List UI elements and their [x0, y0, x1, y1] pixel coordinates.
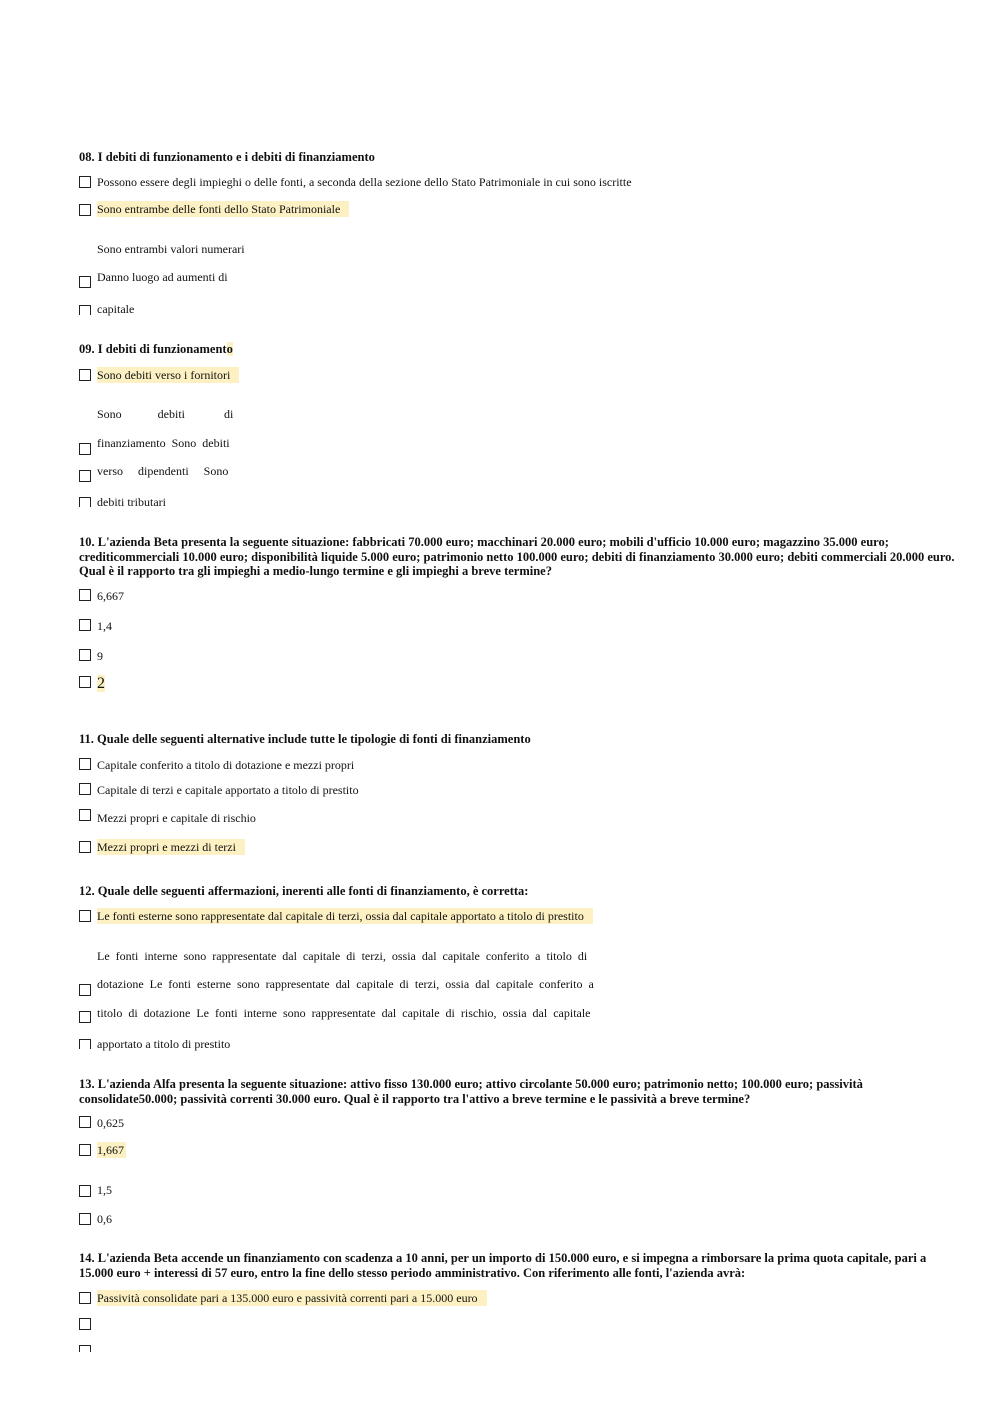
question-09-tail: o — [226, 342, 233, 356]
question-14: 14. L'azienda Beta accende un finanziamento con scadenza a 10 anni, per un importo di 150.000 euro, e si impegna a rimborsare la prima quota capitale, pari a 15.000 euro + interessi di 57 euro, entro la fine dello stesso periodo amministrativo. Con riferimento alle fonti, l'azienda avrà: — [79, 1251, 927, 1280]
option-10-1: 6,667 — [97, 589, 124, 603]
checkbox-10-2[interactable] — [79, 619, 91, 631]
checkbox-12-2[interactable] — [79, 984, 91, 996]
option-12-1 — [97, 909, 593, 924]
checkbox-08-1[interactable] — [79, 176, 91, 188]
option-08-line-2: Danno luogo ad aumenti di — [97, 270, 228, 284]
option-14-1-text: Passività consolidate pari a 135.000 euro e passività correnti pari a 15.000 euro — [97, 1290, 487, 1306]
option-08-1: Possono essere degli impieghi o delle fonti, a seconda della sezione dello Stato Patrimoniale in cui sono iscritte — [97, 175, 632, 189]
option-12-line-2: dotazione Le fonti esterne sono rappresentate dal capitale di terzi, ossia dal capitale conferito a — [97, 977, 594, 991]
option-09-1 — [97, 368, 239, 383]
checkbox-09-2[interactable] — [79, 443, 91, 455]
question-10: 10. L'azienda Beta presenta la seguente situazione: fabbricati 70.000 euro; macchinari 20.000 euro; mobili d'ufficio 10.000 euro; magazzino 35.000 euro; crediticommerciali 10.000 euro; disponibilità liquide 5.000 euro; patrimonio netto 100.000 euro; debiti di finanziamento 30.000 euro; debiti commerciali 20.000 euro. Qual è il rapporto tra gli impieghi a medio-lungo termine e gli impieghi a breve termine? — [79, 535, 955, 578]
checkbox-08-4[interactable] — [79, 305, 91, 315]
question-09-text: 09. I debiti di funzionament — [79, 342, 227, 356]
option-08-line-3: capitale — [97, 302, 135, 316]
option-10-2: 1,4 — [97, 619, 112, 633]
option-09-line-4: debiti tributari — [97, 495, 166, 509]
checkbox-12-3[interactable] — [79, 1011, 91, 1023]
option-13-3: 1,5 — [97, 1183, 112, 1197]
question-08: 08. I debiti di funzionamento e i debiti di finanziamento — [79, 150, 375, 164]
checkbox-13-3[interactable] — [79, 1185, 91, 1197]
checkbox-13-4[interactable] — [79, 1213, 91, 1225]
option-08-2 — [97, 202, 349, 217]
option-13-1: 0,625 — [97, 1116, 124, 1130]
option-10-4-text: 2 — [97, 675, 105, 692]
checkbox-11-4[interactable] — [79, 841, 91, 853]
checkbox-08-2[interactable] — [79, 204, 91, 216]
option-13-2-text: 1,667 — [97, 1143, 124, 1157]
question-12: 12. Quale delle seguenti affermazioni, inerenti alle fonti di finanziamento, è corretta: — [79, 884, 529, 898]
option-10-4 — [97, 676, 105, 691]
checkbox-09-4[interactable] — [79, 497, 91, 507]
option-09-1-text: Sono debiti verso i fornitori — [97, 367, 239, 383]
checkbox-12-1[interactable] — [79, 910, 91, 922]
checkbox-09-1[interactable] — [79, 369, 91, 381]
checkbox-11-2[interactable] — [79, 783, 91, 795]
checkbox-11-3[interactable] — [79, 809, 91, 821]
option-12-line-3: titolo di dotazione Le fonti interne sono rappresentate dal capitale di rischio, ossia dal capitale — [97, 1006, 591, 1020]
checkbox-08-3[interactable] — [79, 276, 91, 288]
checkbox-12-4[interactable] — [79, 1039, 91, 1049]
option-12-line-4: apportato a titolo di prestito — [97, 1037, 231, 1051]
option-09-line-3: verso dipendenti Sono — [97, 464, 229, 478]
checkbox-13-2[interactable] — [79, 1144, 91, 1156]
option-12-1-text: Le fonti esterne sono rappresentate dal capitale di terzi, ossia dal capitale apportato a titolo di prestito — [97, 908, 593, 924]
question-13: 13. L'azienda Alfa presenta la seguente situazione: attivo fisso 130.000 euro; attivo circolante 50.000 euro; patrimonio netto; 100.000 euro; passività consolidate50.000; passività correnti 30.000 euro. Qual è il rapporto tra l'attivo a breve termine e le passività a breve termine? — [79, 1077, 863, 1106]
checkbox-09-3[interactable] — [79, 470, 91, 482]
checkbox-13-1[interactable] — [79, 1116, 91, 1128]
checkbox-14-3[interactable] — [79, 1345, 91, 1352]
option-09-line-2: finanziamento Sono debiti — [97, 436, 230, 450]
option-13-2 — [97, 1143, 126, 1158]
option-11-4 — [97, 840, 245, 855]
question-11: 11. Quale delle seguenti alternative include tutte le tipologie di fonti di finanziamento — [79, 732, 531, 746]
checkbox-14-1[interactable] — [79, 1292, 91, 1304]
option-11-1: Capitale conferito a titolo di dotazione e mezzi propri — [97, 758, 355, 772]
option-11-3: Mezzi propri e capitale di rischio — [97, 811, 256, 825]
checkbox-10-4[interactable] — [79, 676, 91, 688]
checkbox-11-1[interactable] — [79, 758, 91, 770]
option-11-4-text: Mezzi propri e mezzi di terzi — [97, 839, 245, 855]
option-11-2: Capitale di terzi e capitale apportato a titolo di prestito — [97, 783, 359, 797]
option-08-2-text: Sono entrambe delle fonti dello Stato Patrimoniale — [97, 201, 349, 217]
option-09-line-1: Sono debiti di — [97, 407, 234, 421]
option-08-line-1: Sono entrambi valori numerari — [97, 242, 245, 256]
question-09 — [79, 342, 233, 357]
option-14-1 — [97, 1291, 487, 1306]
checkbox-10-1[interactable] — [79, 589, 91, 601]
checkbox-10-3[interactable] — [79, 649, 91, 661]
checkbox-14-2[interactable] — [79, 1318, 91, 1330]
option-13-4: 0,6 — [97, 1212, 112, 1226]
option-10-3: 9 — [97, 649, 103, 663]
option-12-line-1: Le fonti interne sono rappresentate dal capitale di terzi, ossia dal capitale conferito a titolo di — [97, 949, 588, 963]
